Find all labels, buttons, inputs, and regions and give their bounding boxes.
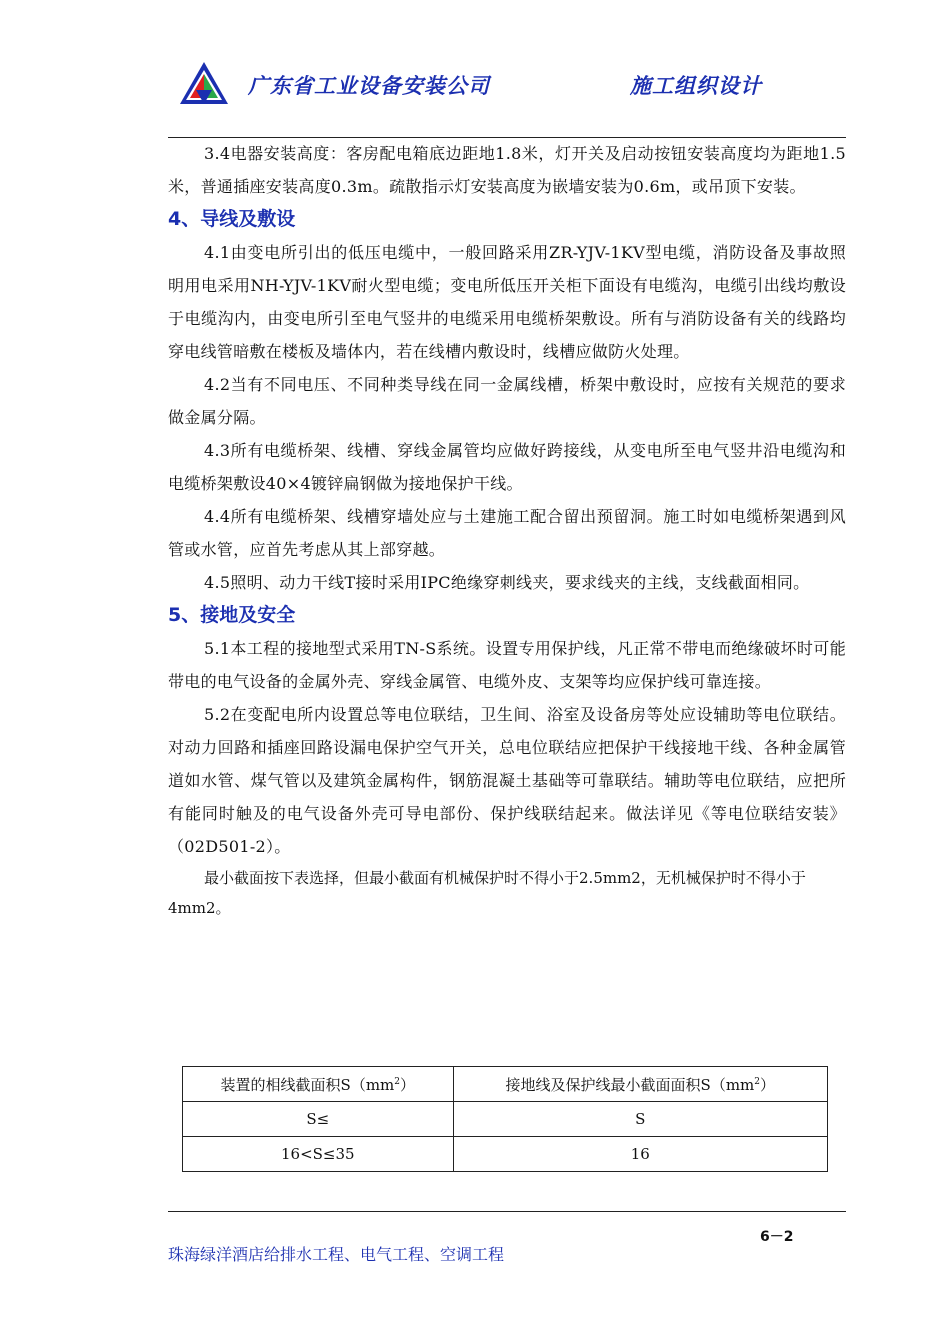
table-row — [183, 1137, 828, 1172]
page-number: 6－2 — [760, 1229, 794, 1245]
table-header-row — [183, 1067, 828, 1102]
document-type: 施工组织设计 — [630, 74, 762, 98]
paragraph-4-2: 4.2当有不同电压、不同种类导线在同一金属线槽，桥架中敷设时，应按有关规范的要求做金属分隔。 — [168, 375, 846, 427]
table-header-ground: 接地线及保护线最小截面面积$S(mm^2)$ — [453, 1067, 827, 1102]
section-heading-4: 4、导线及敷设 — [168, 208, 296, 230]
paragraph-5-1: 5.1本工程的接地型式采用TN-S系统。设置专用保护线，凡正常不带电而绝缘破坏时可能带电的电气设备的金属外壳、穿线金属管、电缆外皮、支架等均应保护线可靠连接。 — [168, 639, 846, 691]
table-cell: 16 — [453, 1137, 827, 1172]
project-name: 珠海绿洋酒店给排水工程、电气工程、空调工程 — [168, 1245, 505, 1264]
paragraph-4-4: 4.4所有电缆桥架、线槽穿墙处应与土建施工配合留出预留洞。施工时如电缆桥架遇到风管或水管，应首先考虑从其上部穿越。 — [168, 507, 846, 559]
section-heading-5: 5、接地及安全 — [168, 604, 296, 626]
company-name: 广东省工业设备安装公司 — [248, 74, 490, 98]
page-header — [168, 58, 846, 138]
document-body — [168, 137, 846, 923]
paragraph-4-5: 4.5照明、动力干线T接时采用IPC绝缘穿刺线夹，要求线夹的主线，支线截面相同。 — [204, 573, 810, 592]
table-row — [183, 1102, 828, 1137]
footer-divider — [168, 1211, 846, 1212]
table-note: 最小截面按下表选择，但最小截面有机械保护时不得小于2.5mm2，无机械保护时不得小于4mm2。 — [168, 869, 806, 917]
cross-section-table — [182, 1066, 828, 1172]
company-logo-icon — [178, 60, 230, 106]
paragraph-3-4: 3.4电器安装高度：客房配电箱底边距地1.8米，灯开关及启动按钮安装高度均为距地1.5米，普通插座安装高度0.3m。疏散指示灯安装高度为嵌墙安装为0.6m，或吊顶下安装。 — [168, 144, 846, 196]
paragraph-4-1: 4.1由变电所引出的低压电缆中，一般回路采用ZR-YJV-1KV型电缆，消防设备及事故照明用电采用NH-YJV-1KV耐火型电缆；变电所低压开关柜下面设有电缆沟，电缆引出线均敷设于电缆沟内，由变电所引至电气竖井的电缆采用电缆桥架敷设。所有与消防设备有关的线路均穿电线管暗敷在楼板及墙体内，若在线槽内敷设时，线槽应做防火处理。 — [168, 243, 846, 361]
table-header-phase: 装置的相线截面积$S(mm^2)$ — [183, 1067, 454, 1102]
paragraph-5-2: 5.2在变配电所内设置总等电位联结，卫生间、浴室及设备房等处应设辅助等电位联结。对动力回路和插座回路设漏电保护空气开关，总电位联结应把保护干线接地干线、各种金属管道如水管、煤气管以及建筑金属构件，钢筋混凝土基础等可靠联结。辅助等电位联结，应把所有能同时触及的电气设备外壳可导电部份、保护线联结起来。做法详见《等电位联结安装》（02D501-2）。 — [168, 705, 846, 856]
paragraph-4-3: 4.3所有电缆桥架、线槽、穿线金属管均应做好跨接线，从变电所至电气竖井沿电缆沟和电缆桥架敷设40×4镀锌扁钢做为接地保护干线。 — [168, 441, 846, 493]
table-cell: S≤ — [183, 1102, 454, 1137]
table-cell: S — [453, 1102, 827, 1137]
table-cell: 16<S≤35 — [183, 1137, 454, 1172]
